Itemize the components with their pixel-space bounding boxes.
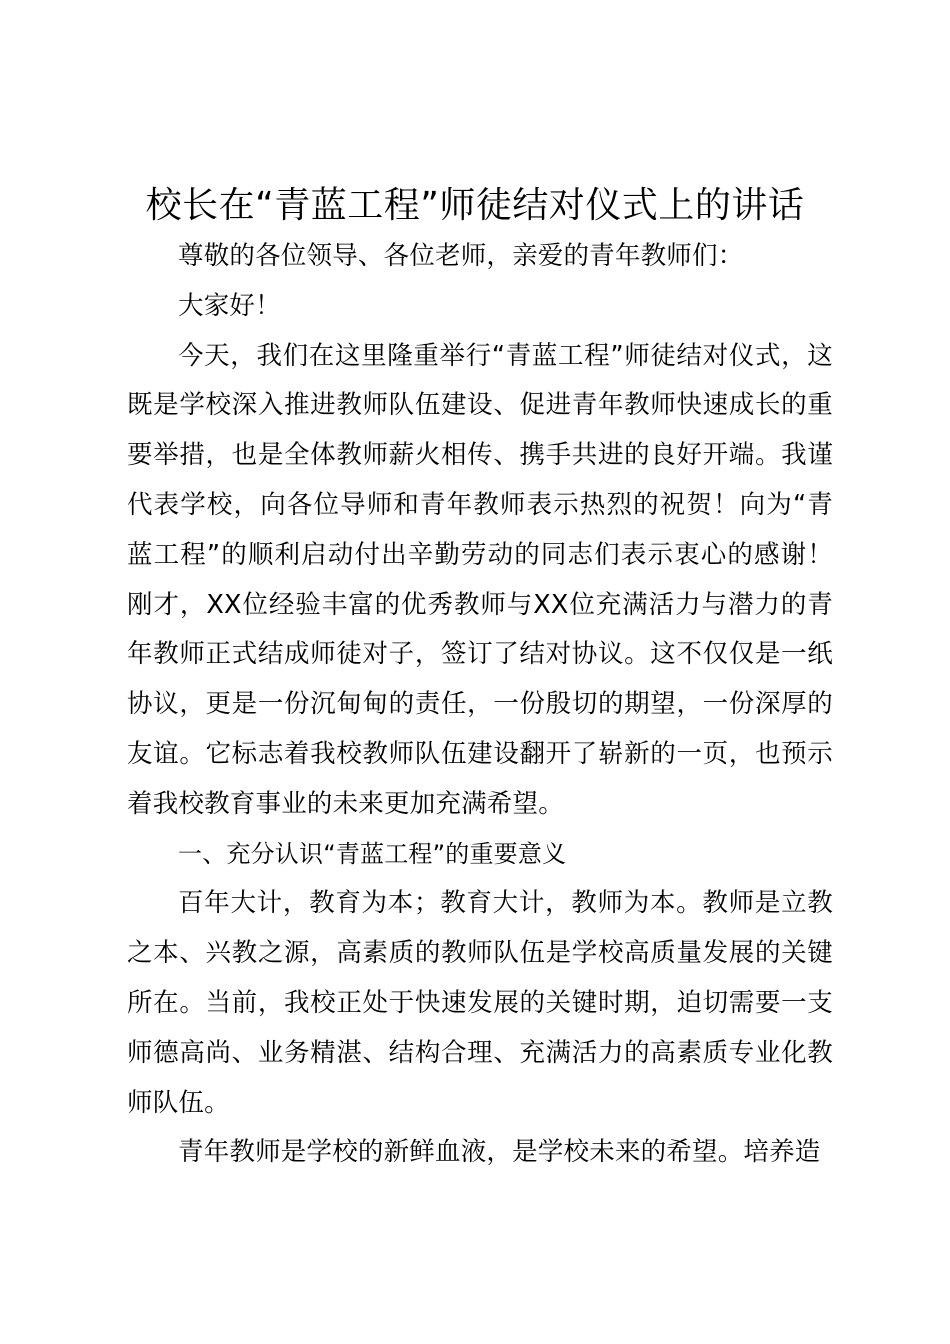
paragraph-young-teachers: 青年教师是学校的新鲜血液，是学校未来的希望。培养造 <box>178 1137 821 1168</box>
paragraph-opening: 今天，我们在这里隆重举行“青蓝工程”师徒结对仪式，这既是学校深入推进教师队伍建设、促进青年教师快速成长的重要举措，也是全体教师薪火相传、携手共进的良好开端。我谨代表学校，向各位导师和青年教师表示热烈的祝贺！向为“青蓝工程”的顺利启动付出辛勤劳动的同志们表示衷心的感谢！刚才，XX位经验丰富的优秀教师与XX位充满活力与潜力的青年教师正式结成师徒对子，签订了结对协议。这不仅仅是一纸协议，更是一份沉甸甸的责任，一份殷切的期望，一份深厚的友谊。它标志着我校教师队伍建设翻开了崭新的一页，也预示着我校教育事业的未来更加充满希望。 <box>127 340 833 819</box>
greeting: 大家好！ <box>178 290 281 321</box>
document-title: 校长在“青蓝工程”师徒结对仪式上的讲话 <box>145 185 805 226</box>
document-body <box>127 232 833 1178</box>
section-heading: 一、充分认识“青蓝工程”的重要意义 <box>178 839 567 868</box>
paragraph-significance: 百年大计，教育为本；教育大计，教师为本。教师是立教之本、兴教之源，高素质的教师队伍是学校高质量发展的关键所在。当前，我校正处于快速发展的关键时期，迫切需要一支师德高尚、业务精湛、结构合理、充满活力的高素质专业化教师队伍。 <box>127 888 833 1118</box>
salutation: 尊敬的各位领导、各位老师，亲爱的青年教师们： <box>178 241 744 271</box>
